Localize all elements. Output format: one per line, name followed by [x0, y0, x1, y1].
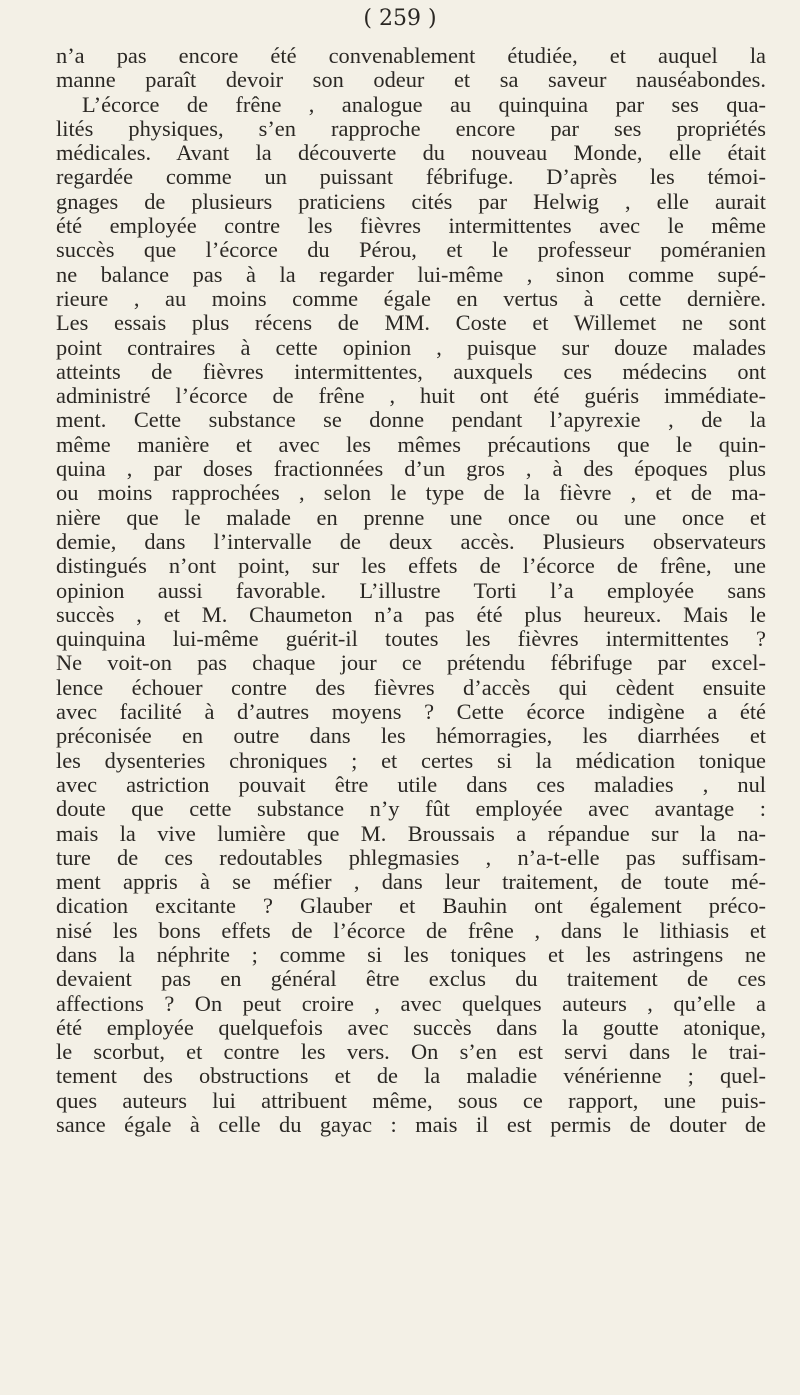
text-line: préconisée en outre dans les hémorragies, les diarrhées et: [56, 723, 766, 749]
text-line: dans la néphrite ; comme si les toniques et les astringens ne: [56, 941, 766, 967]
text-line: ques auteurs lui attribuent même, sous ce rapport, une puis-: [56, 1087, 766, 1113]
text-line: ou moins rapprochées , selon le type de la fièvre , et de ma-: [56, 480, 766, 506]
text-line: lités physiques, s’en rapproche encore par ses propriétés: [56, 115, 766, 141]
text-line: administré l’écorce de frêne , huit ont été guéris immédiate-: [56, 383, 766, 409]
text-line: été employée quelquefois avec succès dans la goutte atonique,: [56, 1014, 766, 1040]
text-line: ture de ces redoutables phlegmasies , n’a-t-elle pas suffisam-: [56, 844, 766, 870]
text-line: quina , par doses fractionnées d’un gros , à des époques plus: [56, 456, 766, 482]
text-line: le scorbut, et contre les vers. On s’en est servi dans le trai-: [56, 1039, 766, 1065]
text-line: lence échouer contre des fièvres d’accès qui cèdent ensuite: [56, 674, 766, 700]
text-line: n’a pas encore été convenablement étudiée, et auquel la: [56, 43, 766, 68]
text-line: nière que le malade en prenne une once ou une once et: [56, 504, 766, 530]
text-line: ment. Cette substance se donne pendant l’apyrexie , de la: [56, 407, 766, 433]
text-line: sance égale à celle du gayac : mais il est permis de douter de: [56, 1112, 766, 1138]
text-line: dication excitante ? Glauber et Bauhin ont également préco-: [56, 893, 766, 919]
text-line: avec astriction pouvait être utile dans ces maladies , nul: [56, 771, 766, 797]
text-line: regardée comme un puissant fébrifuge. D’après les témoi-: [56, 164, 766, 190]
text-line: nisé les bons effets de l’écorce de frêne , dans le lithiasis et: [56, 917, 766, 943]
text-line: les dysenteries chroniques ; et certes si la médication tonique: [56, 747, 766, 773]
text-line: succès que l’écorce du Pérou, et le professeur poméranien: [56, 237, 766, 263]
text-line: point contraires à cette opinion , puisque sur douze malades: [56, 334, 766, 360]
text-line: rieure , au moins comme égale en vertus à cette dernière.: [56, 285, 766, 311]
page-number: ( 259 ): [363, 6, 437, 31]
text-line: Les essais plus récens de MM. Coste et Willemet ne sont: [56, 310, 766, 336]
text-line: tement des obstructions et de la maladie vénérienne ; quel-: [56, 1063, 766, 1089]
text-line: gnages de plusieurs praticiens cités par Helwig , elle aurait: [56, 188, 766, 214]
text-line: opinion aussi favorable. L’illustre Torti l’a employée sans: [56, 577, 766, 603]
text-line: doute que cette substance n’y fût employée avec avantage :: [56, 796, 766, 822]
text-line: atteints de fièvres intermittentes, auxquels ces médecins ont: [56, 358, 766, 384]
text-line: ment appris à se méfier , dans leur traitement, de toute mé-: [56, 869, 766, 895]
text-line: quinquina lui-même guérit-il toutes les fièvres intermittentes ?: [56, 626, 766, 652]
text-line: mais la vive lumière que M. Broussais a répandue sur la na-: [56, 820, 766, 846]
body-text: [56, 44, 766, 1137]
text-line: Ne voit-on pas chaque jour ce prétendu fébrifuge par excel-: [56, 650, 766, 676]
text-line: même manière et avec les mêmes précautions que le quin-: [56, 431, 766, 457]
text-line: distingués n’ont point, sur les effets de l’écorce de frêne, une: [56, 553, 766, 579]
text-line: avec facilité à d’autres moyens ? Cette écorce indigène a été: [56, 699, 766, 725]
text-line: manne paraît devoir son odeur et sa saveur nauséabondes.: [56, 67, 766, 93]
text-line: ne balance pas à la regarder lui-même , sinon comme supé-: [56, 261, 766, 287]
text-line: été employée contre les fièvres intermittentes avec le même: [56, 213, 766, 239]
text-line: affections ? On peut croire , avec quelques auteurs , qu’elle a: [56, 990, 766, 1016]
text-line: succès , et M. Chaumeton n’a pas été plus heureux. Mais le: [56, 601, 766, 627]
text-line: médicales. Avant la découverte du nouveau Monde, elle était: [56, 140, 766, 166]
text-line: demie, dans l’intervalle de deux accès. Plusieurs observateurs: [56, 528, 766, 554]
paragraph-start-line: L’écorce de frêne , analogue au quinquina par ses qua-: [82, 91, 766, 117]
text-line: devaient pas en général être exclus du traitement de ces: [56, 966, 766, 992]
